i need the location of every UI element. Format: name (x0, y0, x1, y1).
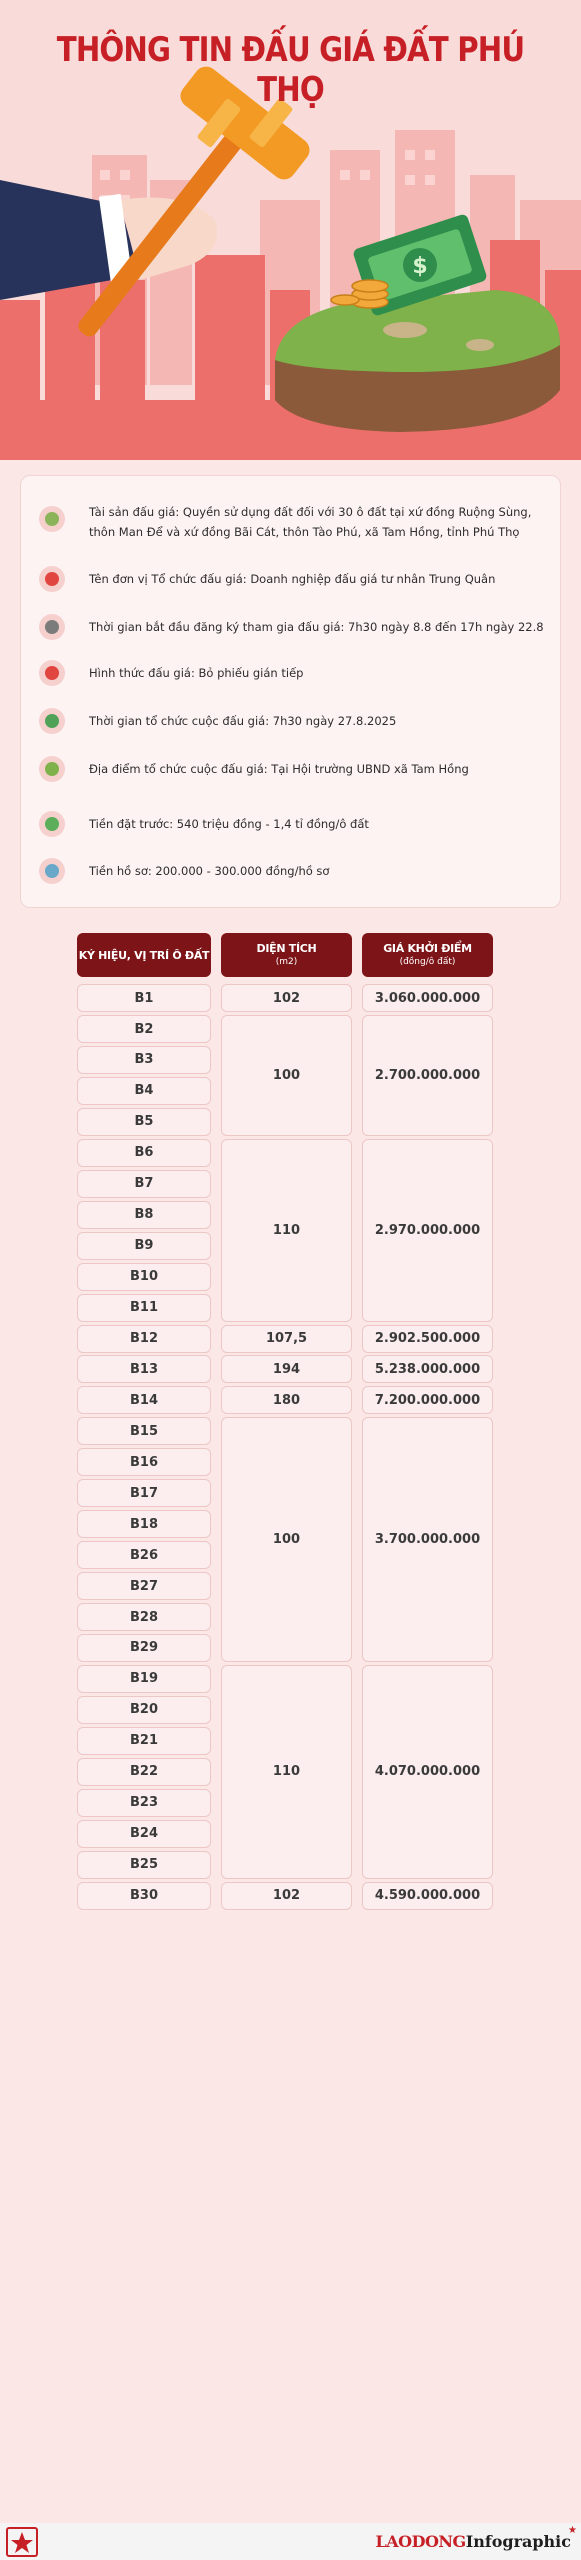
clock-check-icon (39, 708, 65, 734)
lot-cell: B16 (77, 1448, 211, 1476)
lot-cell: B13 (77, 1355, 211, 1383)
auction-info-card: Tài sản đấu giá: Quyền sử dụng đất đối với 30 ô đất tại xứ đồng Ruộng Sùng, thôn Man Để và xứ đồng Bãi Cát, thôn Tào Phú, xã Tam Hồng, tỉnh Phú Thọ Tên đơn vị Tổ chức đấu giá: Doanh nghiệp đấu giá tư nhân Trung Quân Thời gian bắt đầu đăng ký tham gia đấu giá: 7h30 ngày 8.8 đến 17h ngày 22.8 Hình thức đấu giá: Bỏ phiếu gián tiếp Thời gian tổ chức cuộc đấu giá: 7h30 ngày 27.8.2025 Địa điểm tổ chức cuộc đấu giá: Tại Hội trường UBND xã Tam Hồng Tiền đặt trước: 540 triệu đồng - 1,4 tỉ đồng/ô đất Tiền hồ sơ: 200.000 - 300.000 đồng/hồ sơ (20, 475, 561, 908)
area-cell: 194 (221, 1355, 352, 1383)
hero-banner (0, 0, 581, 460)
lot-cell: B9 (77, 1232, 211, 1260)
newspaper-logo (6, 2527, 38, 2557)
lot-cell: B14 (77, 1386, 211, 1414)
svg-text:$: $ (412, 254, 428, 279)
price-cell: 3.060.000.000 (362, 984, 493, 1012)
lot-cell: B2 (77, 1015, 211, 1043)
header-lot: KÝ HIỆU, VỊ TRÍ Ô ĐẤT (77, 933, 211, 977)
lot-cell: B15 (77, 1417, 211, 1445)
auction-form-icon (39, 660, 65, 686)
price-cell: 5.238.000.000 (362, 1355, 493, 1383)
lot-cell: B8 (77, 1201, 211, 1229)
lot-cell: B28 (77, 1603, 211, 1631)
lot-cell: B19 (77, 1665, 211, 1693)
area-cell: 100 (221, 1015, 352, 1136)
brand-wordmark: LAODONGInfographic (375, 2532, 571, 2551)
lot-cell: B5 (77, 1108, 211, 1136)
lot-cell: B23 (77, 1789, 211, 1817)
lot-cell: B29 (77, 1634, 211, 1662)
price-cell: 3.700.000.000 (362, 1417, 493, 1662)
lot-cell: B6 (77, 1139, 211, 1167)
header-area: DIỆN TÍCH (m2) (221, 933, 352, 977)
lot-cell: B4 (77, 1077, 211, 1105)
money-deposit-icon (39, 811, 65, 837)
lot-cell: B10 (77, 1263, 211, 1291)
page-title: THÔNG TIN ĐẤU GIÁ ĐẤT PHÚ THỌ (56, 30, 525, 110)
lot-cell: B7 (77, 1170, 211, 1198)
price-cell: 2.902.500.000 (362, 1325, 493, 1353)
area-cell: 110 (221, 1665, 352, 1879)
header-price: GIÁ KHỞI ĐIỂM (đồng/ô đất) (362, 933, 493, 977)
lot-cell: B12 (77, 1325, 211, 1353)
land-asset-icon (39, 506, 65, 532)
lot-cell: B26 (77, 1541, 211, 1569)
price-cell: 7.200.000.000 (362, 1386, 493, 1414)
organization-icon (39, 566, 65, 592)
lot-cell: B11 (77, 1294, 211, 1322)
area-cell: 180 (221, 1386, 352, 1414)
area-cell: 100 (221, 1417, 352, 1662)
area-cell: 102 (221, 984, 352, 1012)
document-fee-icon (39, 858, 65, 884)
price-cell: 4.590.000.000 (362, 1882, 493, 1910)
area-cell: 107,5 (221, 1325, 352, 1353)
lot-cell: B25 (77, 1851, 211, 1879)
lot-cell: B22 (77, 1758, 211, 1786)
star-icon (8, 2529, 36, 2555)
price-cell: 4.070.000.000 (362, 1665, 493, 1879)
lot-cell: B18 (77, 1510, 211, 1538)
lot-cell: B30 (77, 1882, 211, 1910)
area-cell: 110 (221, 1139, 352, 1322)
lot-cell: B17 (77, 1479, 211, 1507)
lot-cell: B1 (77, 984, 211, 1012)
location-pin-icon (39, 756, 65, 782)
lot-cell: B20 (77, 1696, 211, 1724)
lot-cell: B27 (77, 1572, 211, 1600)
price-cell: 2.700.000.000 (362, 1015, 493, 1136)
lot-cell: B24 (77, 1820, 211, 1848)
price-cell: 2.970.000.000 (362, 1139, 493, 1322)
lot-cell: B3 (77, 1046, 211, 1074)
calendar-register-icon (39, 614, 65, 640)
footer-bar (0, 2523, 581, 2560)
small-star-icon: ★ (568, 2525, 577, 2536)
area-cell: 102 (221, 1882, 352, 1910)
lot-cell: B21 (77, 1727, 211, 1755)
